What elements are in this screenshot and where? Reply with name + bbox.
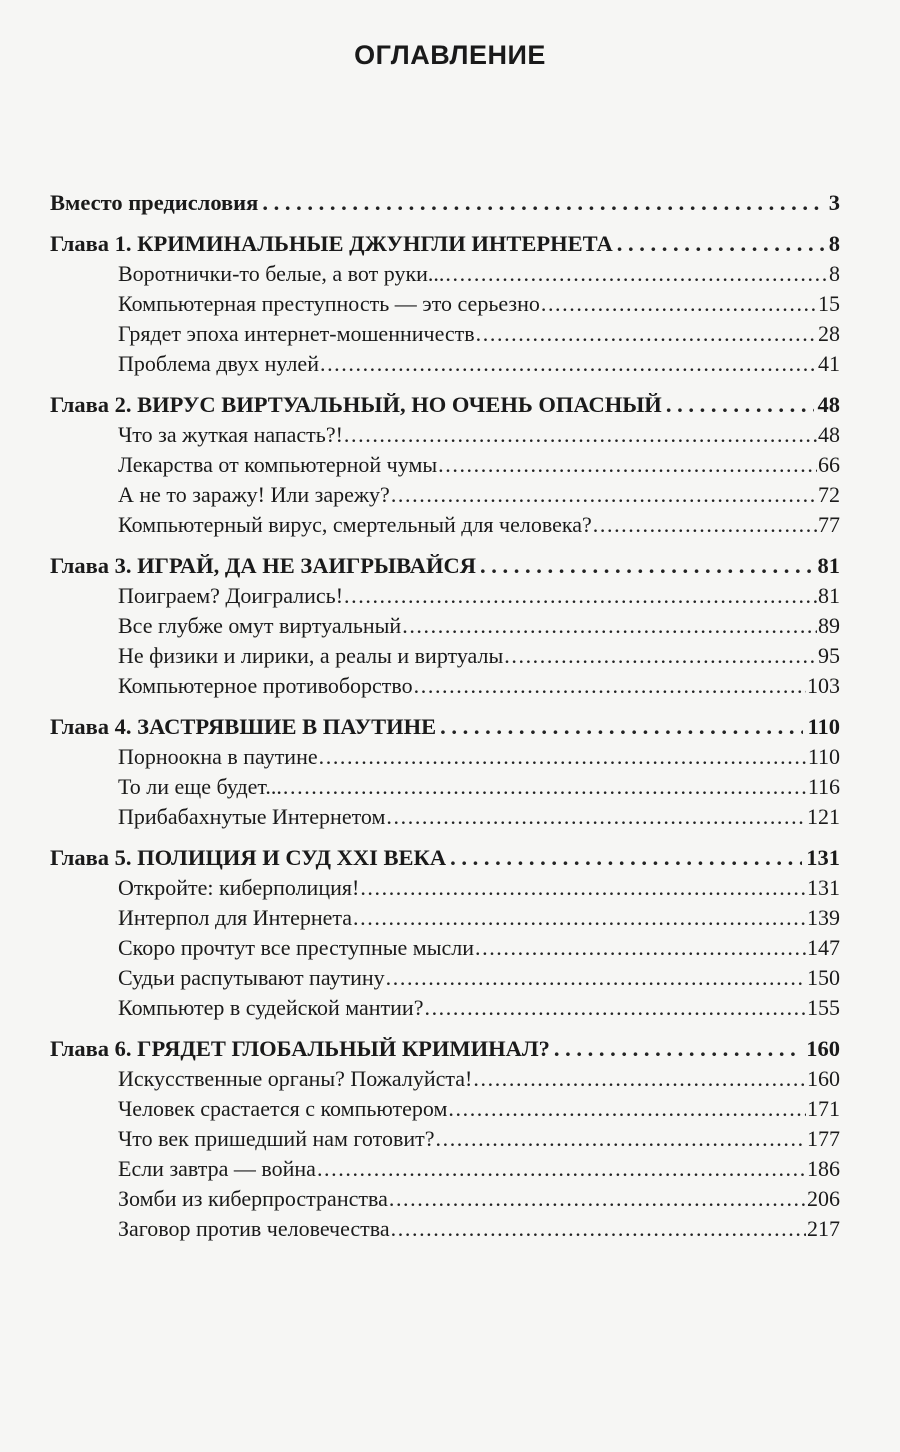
toc-entry-label: Порноокна в паутине xyxy=(118,744,318,769)
toc-page-number: 95 xyxy=(818,643,840,668)
toc-page-number: 81 xyxy=(818,583,840,608)
dot-leader xyxy=(319,742,807,772)
dot-leader xyxy=(386,963,806,993)
toc-entry-label: Глава 3. ИГРАЙ, ДА НЕ ЗАИГРЫВАЙСЯ xyxy=(50,553,476,578)
dot-leader xyxy=(414,671,806,701)
toc-page-number: 48 xyxy=(818,422,840,447)
toc-page-number: 77 xyxy=(818,512,840,537)
toc-page-number: 72 xyxy=(818,482,840,507)
toc-subsection-entry xyxy=(50,963,840,993)
toc-subsection-entry xyxy=(50,742,840,772)
toc-entry-label: То ли еще будет... xyxy=(118,774,282,799)
toc-subsection-entry xyxy=(50,802,840,832)
dot-leader xyxy=(283,772,807,802)
section-gap xyxy=(50,379,840,390)
toc-entry-label: Глава 4. ЗАСТРЯВШИЕ В ПАУТИНЕ xyxy=(50,714,437,739)
toc-chapter-entry xyxy=(50,551,840,581)
dot-leader xyxy=(445,259,828,289)
toc-page-number: 3 xyxy=(828,190,840,215)
toc-page-number: 160 xyxy=(807,1066,840,1091)
toc-page-number: 186 xyxy=(807,1156,840,1181)
toc-entry-label: Глава 2. ВИРУС ВИРТУАЛЬНЫЙ, НО ОЧЕНЬ ОПАСНЫЙ xyxy=(50,392,662,417)
toc-subsection-entry xyxy=(50,611,840,641)
section-gap xyxy=(50,1023,840,1034)
toc-subsection-entry xyxy=(50,1064,840,1094)
toc-page-number: 103 xyxy=(807,673,840,698)
dot-leader xyxy=(386,802,806,832)
toc-entry-label: Что век пришедший нам готовит? xyxy=(118,1126,435,1151)
toc-entry-label: Заговор против человечества xyxy=(118,1216,390,1241)
toc-entry-label: Компьютер в судейской мантии? xyxy=(118,995,424,1020)
toc-entry-label: Не физики и лирики, а реалы и виртуалы xyxy=(118,643,504,668)
section-gap xyxy=(50,832,840,843)
toc-subsection-entry xyxy=(50,1154,840,1184)
toc-entry-label: Компьютерная преступность — это серьезно xyxy=(118,291,540,316)
dot-leader xyxy=(424,993,806,1023)
toc-page-number: 110 xyxy=(807,744,840,769)
toc-chapter-entry xyxy=(50,712,840,742)
toc-subsection-entry xyxy=(50,289,840,319)
toc-page-number: 8 xyxy=(829,261,840,286)
toc-entry-label: А не то заражу! Или зарежу? xyxy=(118,482,390,507)
dot-leader xyxy=(554,1034,802,1064)
toc-page-number: 139 xyxy=(807,905,840,930)
toc-subsection-entry xyxy=(50,772,840,802)
dot-leader xyxy=(504,641,817,671)
toc-entry-label: Прибабахнутые Интернетом xyxy=(118,804,386,829)
toc-page-number: 131 xyxy=(807,875,840,900)
dot-leader xyxy=(450,843,802,873)
toc-page-number: 131 xyxy=(806,845,840,870)
toc-entry-label: Воротнички-то белые, а вот руки... xyxy=(118,261,445,286)
toc-chapter-entry xyxy=(50,1034,840,1064)
toc-subsection-entry xyxy=(50,480,840,510)
toc-subsection-entry xyxy=(50,420,840,450)
dot-leader xyxy=(541,289,817,319)
toc-entry-label: Скоро прочтут все преступные мысли xyxy=(118,935,474,960)
toc-page-number: 155 xyxy=(807,995,840,1020)
toc-subsection-entry xyxy=(50,349,840,379)
toc-page-number: 8 xyxy=(828,231,840,256)
toc-entry-label: Глава 1. КРИМИНАЛЬНЫЕ ДЖУНГЛИ ИНТЕРНЕТА xyxy=(50,231,613,256)
toc-subsection-entry xyxy=(50,259,840,289)
dot-leader xyxy=(666,390,814,420)
toc-subsection-entry xyxy=(50,671,840,701)
toc-page-number: 121 xyxy=(807,804,840,829)
toc-page-number: 28 xyxy=(818,321,840,346)
page-title: ОГЛАВЛЕНИЕ xyxy=(354,40,546,70)
toc-chapter-entry xyxy=(50,188,840,218)
toc-chapter-entry xyxy=(50,229,840,259)
toc-subsection-entry xyxy=(50,1184,840,1214)
dot-leader xyxy=(440,712,803,742)
toc-entry-label: Все глубже омут виртуальный xyxy=(118,613,402,638)
toc-subsection-entry xyxy=(50,1214,840,1244)
toc-page-number: 66 xyxy=(818,452,840,477)
dot-leader xyxy=(476,319,817,349)
section-gap xyxy=(50,701,840,712)
toc-entry-label: Искусственные органы? Пожалуйста! xyxy=(118,1066,473,1091)
toc-subsection-entry xyxy=(50,1124,840,1154)
toc-page-number: 150 xyxy=(807,965,840,990)
toc-page-number: 177 xyxy=(807,1126,840,1151)
table-of-contents xyxy=(50,188,840,1244)
toc-subsection-entry xyxy=(50,450,840,480)
toc-page-number: 110 xyxy=(807,714,840,739)
dot-leader xyxy=(262,188,824,218)
dot-leader xyxy=(436,1124,807,1154)
dot-leader xyxy=(353,903,806,933)
dot-leader xyxy=(320,349,817,379)
toc-entry-label: Поиграем? Доигрались! xyxy=(118,583,344,608)
toc-chapter-entry xyxy=(50,390,840,420)
toc-page-number: 15 xyxy=(818,291,840,316)
toc-subsection-entry xyxy=(50,933,840,963)
dot-leader xyxy=(438,450,817,480)
toc-entry-label: Глава 5. ПОЛИЦИЯ И СУД XXI ВЕКА xyxy=(50,845,447,870)
dot-leader xyxy=(475,933,806,963)
dot-leader xyxy=(480,551,814,581)
dot-leader xyxy=(391,480,817,510)
toc-subsection-entry xyxy=(50,1094,840,1124)
toc-subsection-entry xyxy=(50,641,840,671)
toc-chapter-entry xyxy=(50,843,840,873)
toc-page-number: 48 xyxy=(817,392,840,417)
toc-entry-label: Человек срастается с компьютером xyxy=(118,1096,448,1121)
toc-page-number: 206 xyxy=(807,1186,840,1211)
dot-leader xyxy=(344,581,817,611)
toc-page-number: 116 xyxy=(807,774,840,799)
toc-entry-label: Зомби из киберпространства xyxy=(118,1186,388,1211)
toc-entry-label: Проблема двух нулей xyxy=(118,351,319,376)
toc-entry-label: Откройте: киберполиция! xyxy=(118,875,360,900)
dot-leader xyxy=(617,229,825,259)
dot-leader xyxy=(391,1214,806,1244)
section-gap xyxy=(50,218,840,229)
toc-page-number: 160 xyxy=(806,1036,840,1061)
toc-entry-label: Судьи распутывают паутину xyxy=(118,965,385,990)
toc-subsection-entry xyxy=(50,510,840,540)
toc-subsection-entry xyxy=(50,903,840,933)
toc-entry-label: Компьютерный вирус, смертельный для человека? xyxy=(118,512,592,537)
toc-subsection-entry xyxy=(50,581,840,611)
dot-leader xyxy=(389,1184,806,1214)
dot-leader xyxy=(344,420,817,450)
section-gap xyxy=(50,540,840,551)
dot-leader xyxy=(402,611,817,641)
dot-leader xyxy=(360,873,806,903)
dot-leader xyxy=(317,1154,806,1184)
dot-leader xyxy=(593,510,817,540)
toc-entry-label: Грядет эпоха интернет-мошенничеств xyxy=(118,321,475,346)
dot-leader xyxy=(473,1064,806,1094)
toc-entry-label: Глава 6. ГРЯДЕТ ГЛОБАЛЬНЫЙ КРИМИНАЛ? xyxy=(50,1036,550,1061)
toc-page-number: 89 xyxy=(818,613,840,638)
toc-page-number: 81 xyxy=(817,553,840,578)
toc-subsection-entry xyxy=(50,993,840,1023)
toc-page-number: 147 xyxy=(807,935,840,960)
toc-page-number: 217 xyxy=(807,1216,840,1241)
toc-subsection-entry xyxy=(50,873,840,903)
toc-page-number: 41 xyxy=(818,351,840,376)
toc-page-number: 171 xyxy=(807,1096,840,1121)
toc-entry-label: Лекарства от компьютерной чумы xyxy=(118,452,438,477)
toc-subsection-entry xyxy=(50,319,840,349)
toc-entry-label: Интерпол для Интернета xyxy=(118,905,353,930)
toc-entry-label: Что за жуткая напасть?! xyxy=(118,422,343,447)
dot-leader xyxy=(448,1094,806,1124)
toc-entry-label: Если завтра — война xyxy=(118,1156,316,1181)
toc-entry-label: Компьютерное противоборство xyxy=(118,673,413,698)
toc-entry-label: Вместо предисловия xyxy=(50,190,259,215)
